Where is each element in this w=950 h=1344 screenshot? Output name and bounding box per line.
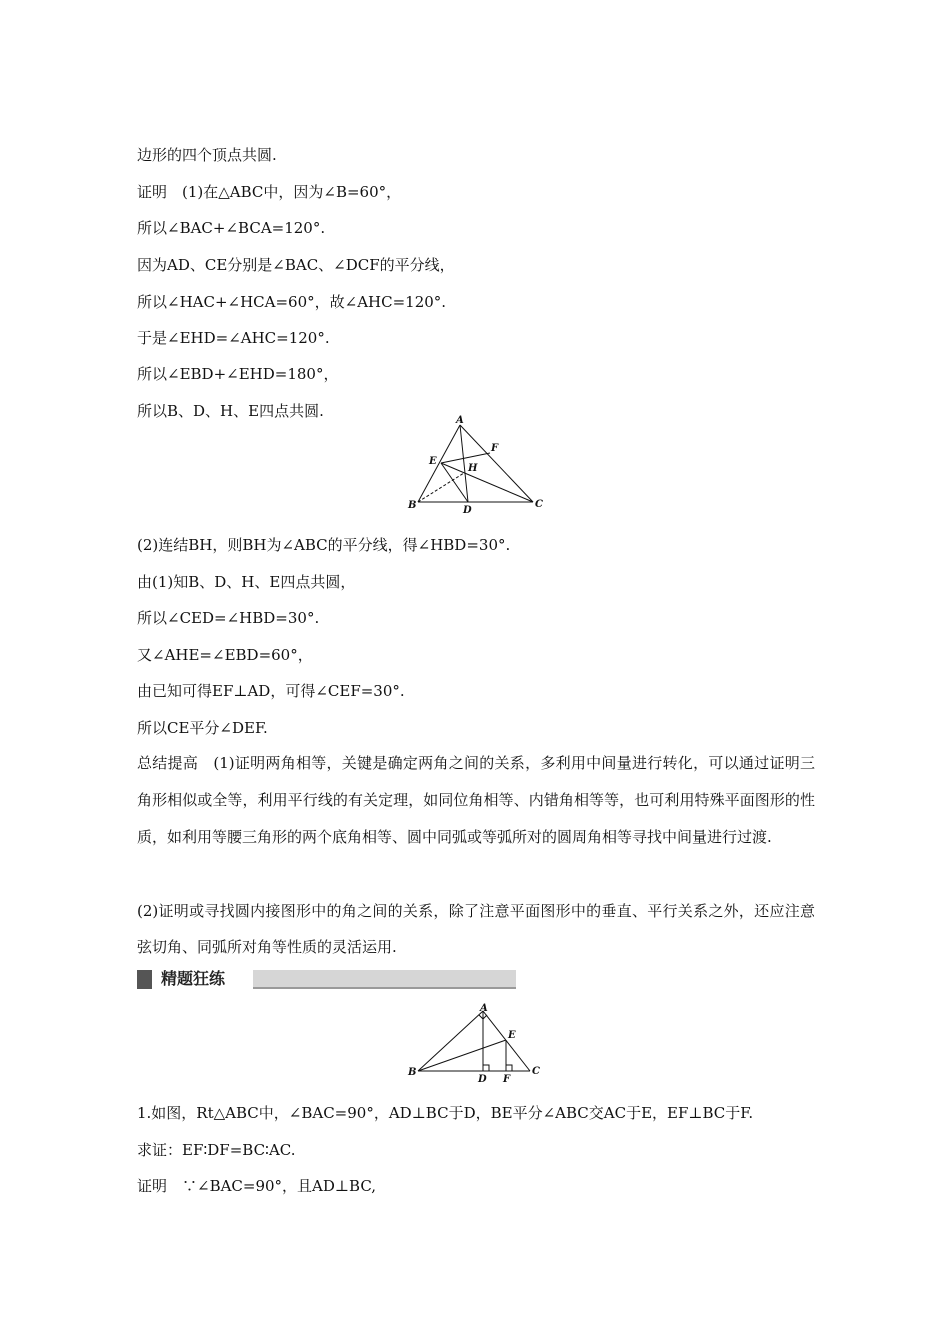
label-C: C [535,499,543,510]
summary-paragraph-1: 总结提高 (1)证明两角相等，关键是确定两角之间的关系，多利用中间量进行转化，可以通过证明三角形相似或全等，利用平行线的有关定理，如同位角相等、内错角相等等，也可利用特殊平面图形的性质，如利用等腰三角形的两个底角相等、圆中同弧或等弧所对的圆周角相等寻找中间量进行过渡. [137,754,815,846]
section-title-bar [253,970,516,989]
section-marker-block [137,970,152,989]
text-line-9: (2)连结BH，则BH为∠ABC的平分线，得∠HBD=30°. [137,536,511,554]
text-line-12: 又∠AHE=∠EBD=60°， [137,646,313,664]
right-angle-mark-F [506,1065,512,1071]
summary-paragraph-2: (2)证明或寻找圆内接图形中的角之间的关系，除了注意平面图形中的垂直、平行关系之外，还应注意弦切角、同弧所对角等性质的灵活运用. [137,902,815,956]
text-line-6: 于是∠EHD=∠AHC=120°. [137,329,330,347]
section-title: 精题狂练 [161,969,226,988]
text-line-1: 边形的四个顶点共圆. [137,146,277,164]
geometry-figure-1 [405,413,550,518]
text-line-8: 所以B、D、H、E四点共圆. [137,402,324,420]
label-D: D [478,1074,487,1085]
problem-1-proof-start: 证明 ∵∠BAC=90°，且AD⊥BC, [137,1177,377,1195]
label-E: E [429,456,437,467]
label-A: A [480,1003,488,1014]
label-C: C [532,1066,540,1077]
segment-AB [418,425,460,502]
text-line-14: 所以CE平分∠DEF. [137,719,268,737]
geometry-figure-2 [403,1003,548,1085]
label-B: B [408,1067,417,1078]
problem-1-statement: 1.如图，Rt△ABC中，∠BAC=90°，AD⊥BC于D，BE平分∠ABC交AC于E，EF⊥BC于F. [137,1104,754,1122]
text-line-2: 证明 (1)在△ABC中，因为∠B=60°， [137,183,402,201]
text-line-7: 所以∠EBD+∠EHD=180°， [137,365,339,383]
segment-BH-dashed [418,473,464,502]
text-line-10: 由(1)知B、D、H、E四点共圆， [137,573,356,591]
label-D: D [463,505,472,516]
text-line-11: 所以∠CED=∠HBD=30°. [137,609,320,627]
label-H: H [468,463,478,474]
text-line-3: 所以∠BAC+∠BCA=120°. [137,219,326,237]
label-A: A [456,415,464,426]
text-line-13: 由已知可得EF⊥AD，可得∠CEF=30°. [137,682,405,700]
label-F: F [503,1074,511,1085]
text-line-5: 所以∠HAC+∠HCA=60°，故∠AHC=120°. [137,293,447,311]
segment-BE [418,1040,506,1071]
label-E: E [508,1030,516,1041]
right-angle-mark-D [483,1065,489,1071]
segment-AB [418,1011,483,1071]
segment-AD [460,425,468,502]
label-F: F [491,443,499,454]
problem-1-goal: 求证：EF∶DF=BC∶AC. [137,1141,296,1159]
label-B: B [408,500,417,511]
segment-EF [441,453,490,463]
text-line-4: 因为AD、CE分别是∠BAC、∠DCF的平分线， [137,256,455,274]
